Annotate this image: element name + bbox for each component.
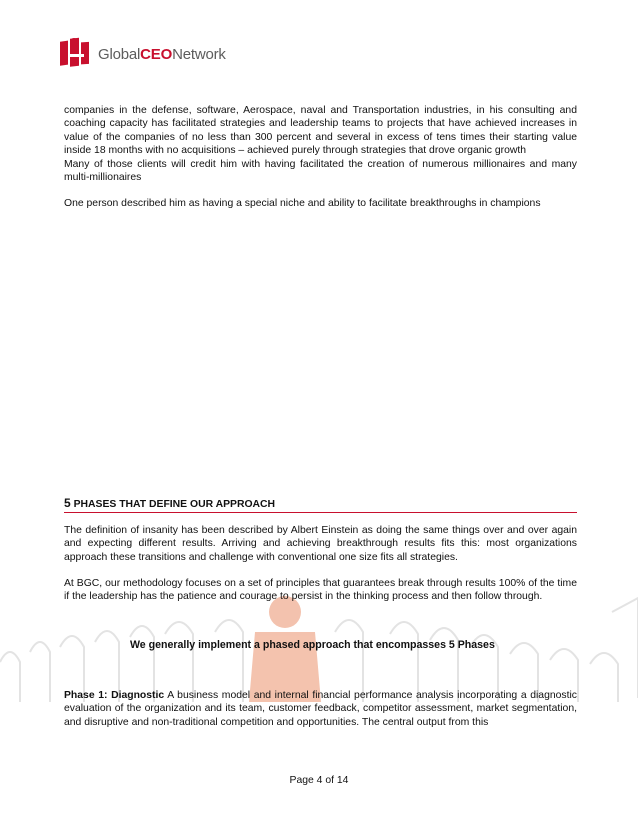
logo-word-network: Network <box>172 45 226 63</box>
methodology-paragraph: At BGC, our methodology focuses on a set of principles that guarantees break through results 100% of the time if the leadership has the patience and courage to persist in the thinking process and then follow through. <box>64 578 577 603</box>
global-ceo-network-logo <box>58 36 226 72</box>
intro-line-2: Many of those clients will credit him with having facilitated the creation of numerous millionaires and many multi-millionaires <box>64 158 577 184</box>
logo-mark-icon <box>58 36 94 72</box>
section-heading <box>64 496 577 513</box>
intro-line-3: One person described him as having a special niche and ability to facilitate breakthroughs in champions <box>64 198 541 210</box>
logo-word-global: Global <box>98 45 141 63</box>
section-title: PHASES THAT DEFINE OUR APPROACH <box>70 499 276 510</box>
intro-paragraph <box>64 104 577 211</box>
logo-text <box>98 46 226 63</box>
intro-line-1: companies in the defense, software, Aerospace, naval and Transportation industries, in his consulting and coaching capacity has facilitated strategies and leadership teams to projects that have achieved increases in value of the companies of no less than 300 percent and several in excess of tens times their starting value inside 18 months with no acquisitions – achieved purely through strategies that drove organic growth <box>64 105 577 157</box>
page-number-footer: Page 4 of 14 <box>289 775 349 786</box>
phased-approach-line: We generally implement a phased approach that encompasses 5 Phases <box>130 639 495 651</box>
section-number: 5 <box>64 496 71 510</box>
phase-1-paragraph <box>64 689 577 729</box>
phase-1-label: Phase 1: Diagnostic <box>64 690 165 701</box>
insanity-paragraph: The definition of insanity has been described by Albert Einstein as doing the same things over and over again and expecting different results. Arriving and achieving breakthrough results fits this: most organizations approach these transitions and challenge with conventional one size fits all strategies. <box>64 525 577 563</box>
logo-word-ceo: CEO <box>140 45 173 63</box>
phase-1-text: A business model and internal financial performance analysis incorporating a diagnostic evaluation of the organization and its team, customer feedback, competitor assessment, market segmentation, and disruptive and non-traditional competition and opportunities. The central output from this <box>64 690 577 728</box>
